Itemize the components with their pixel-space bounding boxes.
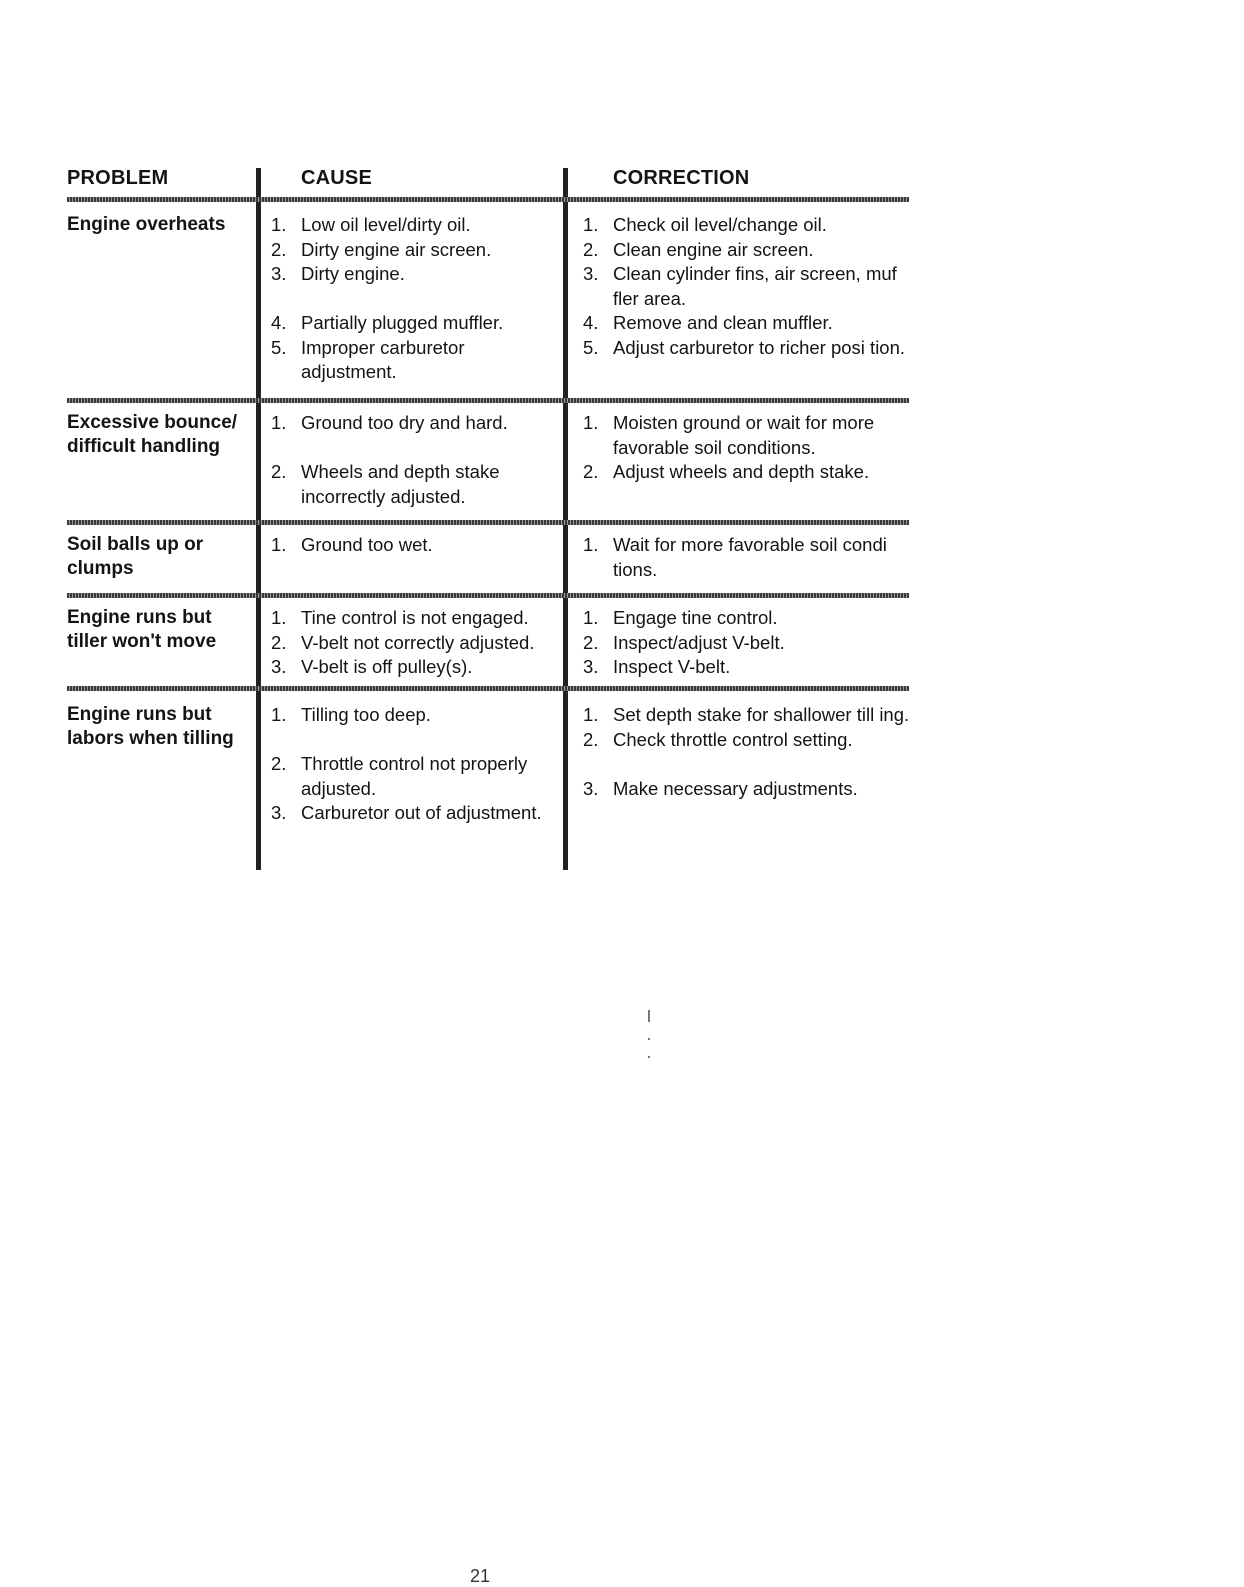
list-item: 3. Clean cylinder fins, air screen, muf fler area. bbox=[583, 263, 897, 309]
list-item: 1. Set depth stake for shallower till ing. bbox=[583, 704, 910, 725]
problem-label: Engine runs but labors when tilling bbox=[67, 704, 234, 749]
list-item: 2. Throttle control not properly adjusted. bbox=[271, 753, 528, 799]
scan-specks bbox=[648, 1010, 652, 1060]
cause-list bbox=[271, 533, 561, 558]
list-item: 1. Moisten ground or wait for more favorable soil conditions. bbox=[583, 412, 875, 458]
list-item: 4. Partially plugged muffler. bbox=[271, 312, 504, 333]
correction-list bbox=[583, 606, 913, 680]
problem-column-header: PROBLEM bbox=[67, 167, 169, 189]
list-item: 1. Wait for more favorable soil condi tions. bbox=[583, 534, 887, 580]
correction-list bbox=[583, 703, 913, 801]
cause-list bbox=[271, 606, 561, 680]
row-separator bbox=[67, 398, 909, 403]
list-item: 1. Low oil level/dirty oil. bbox=[271, 214, 471, 235]
list-item: 2. Wheels and depth stake incorrectly adjusted. bbox=[271, 461, 500, 507]
problem-label: Engine runs but tiller won't move bbox=[67, 607, 217, 652]
list-item: 3. Inspect V-belt. bbox=[583, 656, 731, 677]
list-item: 1. Tilling too deep. bbox=[271, 704, 431, 725]
list-item: 2. Dirty engine air screen. bbox=[271, 238, 492, 260]
header-separator bbox=[67, 197, 909, 202]
correction-list bbox=[583, 533, 913, 582]
page-number: 21 bbox=[470, 1566, 491, 1586]
problem-label: Excessive bounce/ difficult handling bbox=[67, 412, 238, 457]
correction-column-header: CORRECTION bbox=[613, 167, 750, 189]
row-separator bbox=[67, 520, 909, 525]
list-item: 2. Inspect/adjust V-belt. bbox=[583, 631, 785, 653]
list-item: 1. Check oil level/change oil. bbox=[583, 214, 827, 235]
list-item: 5. Adjust carburetor to richer posi tion. bbox=[583, 336, 906, 358]
list-item: 1. Ground too dry and hard. bbox=[271, 412, 508, 433]
cause-list bbox=[271, 213, 561, 385]
list-item: 1. Tine control is not engaged. bbox=[271, 607, 529, 628]
cause-column-header: CAUSE bbox=[301, 167, 373, 189]
correction-list bbox=[583, 411, 913, 485]
row-separator bbox=[67, 593, 909, 598]
list-item: 1. Engage tine control. bbox=[583, 607, 778, 628]
problem-label: Engine overheats bbox=[67, 214, 226, 235]
list-item: 3. Make necessary adjustments. bbox=[583, 777, 858, 799]
problem-label: Soil balls up or clumps bbox=[67, 534, 204, 579]
list-item: 2. Clean engine air screen. bbox=[583, 238, 814, 260]
list-item: 3. Dirty engine. bbox=[271, 263, 405, 284]
list-item: 3. Carburetor out of adjustment. bbox=[271, 802, 542, 823]
list-item: 3. V-belt is off pulley(s). bbox=[271, 656, 473, 677]
cause-list bbox=[271, 703, 561, 826]
list-item: 2. Check throttle control setting. bbox=[583, 728, 853, 750]
column-divider-left bbox=[256, 168, 261, 870]
row-separator bbox=[67, 686, 909, 691]
list-item: 4. Remove and clean muffler. bbox=[583, 312, 833, 333]
list-item: 2. V-belt not correctly adjusted. bbox=[271, 631, 535, 653]
list-item: 5. Improper carburetor adjustment. bbox=[271, 336, 465, 382]
list-item: 2. Adjust wheels and depth stake. bbox=[583, 461, 870, 482]
list-item: 1. Ground too wet. bbox=[271, 534, 433, 555]
cause-list bbox=[271, 411, 561, 509]
correction-list bbox=[583, 213, 913, 360]
